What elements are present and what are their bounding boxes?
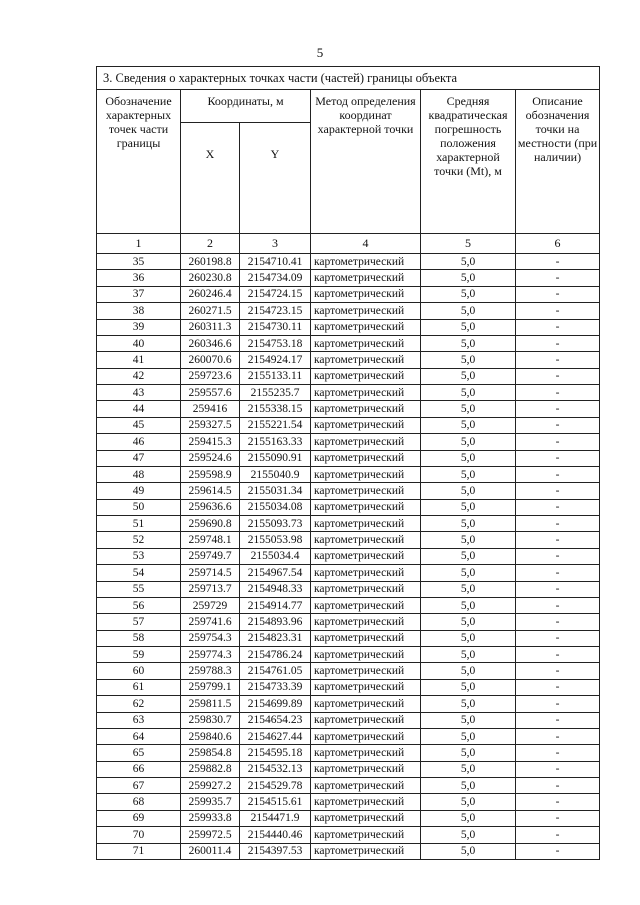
cell-description: - xyxy=(516,745,600,761)
cell-y: 2154924.17 xyxy=(240,352,311,368)
cell-error: 5,0 xyxy=(421,761,516,777)
cell-error: 5,0 xyxy=(421,303,516,319)
cell-y: 2154734.09 xyxy=(240,270,311,286)
cell-method: картометрический xyxy=(311,778,421,794)
cell-y: 2155093.73 xyxy=(240,516,311,532)
cell-description: - xyxy=(516,614,600,630)
table-row xyxy=(97,630,600,646)
table-row xyxy=(97,270,600,286)
cell-x: 259741.6 xyxy=(181,614,240,630)
table-row xyxy=(97,745,600,761)
cell-point-id: 69 xyxy=(97,810,181,826)
cell-point-id: 51 xyxy=(97,516,181,532)
cell-point-id: 38 xyxy=(97,303,181,319)
table-row xyxy=(97,516,600,532)
cell-x: 259416 xyxy=(181,401,240,417)
header-coordinates: Координаты, м xyxy=(181,90,311,123)
cell-point-id: 42 xyxy=(97,368,181,384)
cell-point-id: 58 xyxy=(97,630,181,646)
cell-x: 259714.5 xyxy=(181,565,240,581)
cell-method: картометрический xyxy=(311,565,421,581)
cell-point-id: 57 xyxy=(97,614,181,630)
cell-point-id: 46 xyxy=(97,434,181,450)
header-x: X xyxy=(181,123,240,234)
cell-y: 2154440.46 xyxy=(240,827,311,843)
cell-y: 2154893.96 xyxy=(240,614,311,630)
table-row xyxy=(97,761,600,777)
table-row xyxy=(97,827,600,843)
cell-description: - xyxy=(516,679,600,695)
cell-y: 2155163.33 xyxy=(240,434,311,450)
cell-error: 5,0 xyxy=(421,270,516,286)
cell-method: картометрический xyxy=(311,745,421,761)
cell-method: картометрический xyxy=(311,630,421,646)
cell-description: - xyxy=(516,663,600,679)
cell-method: картометрический xyxy=(311,696,421,712)
cell-point-id: 36 xyxy=(97,270,181,286)
cell-x: 259927.2 xyxy=(181,778,240,794)
cell-description: - xyxy=(516,368,600,384)
cell-error: 5,0 xyxy=(421,810,516,826)
cell-method: картометрический xyxy=(311,385,421,401)
cell-point-id: 55 xyxy=(97,581,181,597)
cell-method: картометрический xyxy=(311,728,421,744)
cell-x: 259830.7 xyxy=(181,712,240,728)
cell-x: 259749.7 xyxy=(181,548,240,564)
cell-method: картометрический xyxy=(311,319,421,335)
cell-method: картометрический xyxy=(311,401,421,417)
cell-y: 2154753.18 xyxy=(240,335,311,351)
points-table-container xyxy=(96,66,599,860)
cell-error: 5,0 xyxy=(421,728,516,744)
cell-y: 2155235.7 xyxy=(240,385,311,401)
cell-x: 259524.6 xyxy=(181,450,240,466)
cell-method: картометрический xyxy=(311,286,421,302)
cell-x: 260246.4 xyxy=(181,286,240,302)
cell-point-id: 49 xyxy=(97,483,181,499)
cell-method: картометрический xyxy=(311,794,421,810)
table-row xyxy=(97,319,600,335)
cell-point-id: 41 xyxy=(97,352,181,368)
cell-point-id: 52 xyxy=(97,532,181,548)
cell-y: 2154515.61 xyxy=(240,794,311,810)
cell-point-id: 71 xyxy=(97,843,181,859)
table-row xyxy=(97,499,600,515)
table-row xyxy=(97,597,600,613)
table-row xyxy=(97,565,600,581)
cell-x: 260311.3 xyxy=(181,319,240,335)
cell-method: картометрический xyxy=(311,483,421,499)
cell-point-id: 50 xyxy=(97,499,181,515)
cell-error: 5,0 xyxy=(421,335,516,351)
cell-y: 2154699.89 xyxy=(240,696,311,712)
cell-description: - xyxy=(516,565,600,581)
cell-error: 5,0 xyxy=(421,548,516,564)
cell-method: картометрический xyxy=(311,827,421,843)
cell-method: картометрический xyxy=(311,270,421,286)
cell-error: 5,0 xyxy=(421,597,516,613)
cell-error: 5,0 xyxy=(421,401,516,417)
cell-y: 2154529.78 xyxy=(240,778,311,794)
cell-error: 5,0 xyxy=(421,286,516,302)
table-row xyxy=(97,581,600,597)
cell-description: - xyxy=(516,434,600,450)
cell-point-id: 59 xyxy=(97,647,181,663)
cell-y: 2154786.24 xyxy=(240,647,311,663)
cell-y: 2154627.44 xyxy=(240,728,311,744)
cell-point-id: 47 xyxy=(97,450,181,466)
cell-point-id: 70 xyxy=(97,827,181,843)
cell-x: 259754.3 xyxy=(181,630,240,646)
cell-point-id: 56 xyxy=(97,597,181,613)
cell-point-id: 68 xyxy=(97,794,181,810)
cell-point-id: 61 xyxy=(97,679,181,695)
table-row xyxy=(97,254,600,270)
cell-method: картометрический xyxy=(311,663,421,679)
cell-point-id: 40 xyxy=(97,335,181,351)
cell-x: 260271.5 xyxy=(181,303,240,319)
cell-point-id: 62 xyxy=(97,696,181,712)
cell-y: 2155338.15 xyxy=(240,401,311,417)
cell-y: 2155053.98 xyxy=(240,532,311,548)
cell-y: 2154595.18 xyxy=(240,745,311,761)
header-error: Средняя квадратическая погрешность положения характерной точки (Mt), м xyxy=(421,90,516,234)
table-row xyxy=(97,794,600,810)
cell-y: 2155040.9 xyxy=(240,466,311,482)
cell-x: 259933.8 xyxy=(181,810,240,826)
cell-error: 5,0 xyxy=(421,417,516,433)
cell-y: 2154733.39 xyxy=(240,679,311,695)
cell-error: 5,0 xyxy=(421,368,516,384)
cell-method: картометрический xyxy=(311,434,421,450)
cell-method: картометрический xyxy=(311,843,421,859)
cell-description: - xyxy=(516,385,600,401)
cell-y: 2154967.54 xyxy=(240,565,311,581)
cell-error: 5,0 xyxy=(421,827,516,843)
cell-y: 2154761.05 xyxy=(240,663,311,679)
cell-point-id: 64 xyxy=(97,728,181,744)
cell-method: картометрический xyxy=(311,499,421,515)
cell-point-id: 65 xyxy=(97,745,181,761)
table-row xyxy=(97,483,600,499)
cell-method: картометрический xyxy=(311,761,421,777)
table-row xyxy=(97,679,600,695)
cell-method: картометрический xyxy=(311,647,421,663)
cell-y: 2155090.91 xyxy=(240,450,311,466)
cell-description: - xyxy=(516,630,600,646)
cell-method: картометрический xyxy=(311,581,421,597)
cell-error: 5,0 xyxy=(421,352,516,368)
cell-error: 5,0 xyxy=(421,532,516,548)
cell-method: картометрический xyxy=(311,516,421,532)
cell-error: 5,0 xyxy=(421,466,516,482)
cell-x: 259327.5 xyxy=(181,417,240,433)
cell-description: - xyxy=(516,843,600,859)
cell-point-id: 39 xyxy=(97,319,181,335)
cell-x: 259690.8 xyxy=(181,516,240,532)
cell-error: 5,0 xyxy=(421,516,516,532)
cell-error: 5,0 xyxy=(421,565,516,581)
table-row xyxy=(97,434,600,450)
column-number: 6 xyxy=(516,234,600,254)
cell-description: - xyxy=(516,810,600,826)
cell-error: 5,0 xyxy=(421,745,516,761)
column-number: 5 xyxy=(421,234,516,254)
cell-point-id: 53 xyxy=(97,548,181,564)
cell-x: 260198.8 xyxy=(181,254,240,270)
table-row xyxy=(97,647,600,663)
cell-x: 259729 xyxy=(181,597,240,613)
cell-point-id: 63 xyxy=(97,712,181,728)
cell-y: 2155034.08 xyxy=(240,499,311,515)
cell-y: 2154723.15 xyxy=(240,303,311,319)
cell-x: 259598.9 xyxy=(181,466,240,482)
table-row xyxy=(97,778,600,794)
cell-description: - xyxy=(516,254,600,270)
cell-y: 2154654.23 xyxy=(240,712,311,728)
cell-description: - xyxy=(516,450,600,466)
column-number: 4 xyxy=(311,234,421,254)
cell-description: - xyxy=(516,728,600,744)
cell-x: 259788.3 xyxy=(181,663,240,679)
table-row xyxy=(97,401,600,417)
cell-description: - xyxy=(516,827,600,843)
cell-description: - xyxy=(516,761,600,777)
cell-description: - xyxy=(516,516,600,532)
table-row xyxy=(97,450,600,466)
cell-description: - xyxy=(516,597,600,613)
cell-method: картометрический xyxy=(311,679,421,695)
cell-error: 5,0 xyxy=(421,663,516,679)
cell-x: 259799.1 xyxy=(181,679,240,695)
cell-method: картометрический xyxy=(311,810,421,826)
column-number-row xyxy=(97,234,600,254)
cell-method: картометрический xyxy=(311,712,421,728)
column-number: 3 xyxy=(240,234,311,254)
cell-x: 260230.8 xyxy=(181,270,240,286)
points-table xyxy=(96,66,600,860)
table-row xyxy=(97,385,600,401)
cell-description: - xyxy=(516,286,600,302)
cell-description: - xyxy=(516,712,600,728)
cell-error: 5,0 xyxy=(421,843,516,859)
cell-method: картометрический xyxy=(311,548,421,564)
table-row xyxy=(97,532,600,548)
cell-error: 5,0 xyxy=(421,794,516,810)
table-row xyxy=(97,548,600,564)
cell-error: 5,0 xyxy=(421,696,516,712)
cell-point-id: 54 xyxy=(97,565,181,581)
cell-error: 5,0 xyxy=(421,385,516,401)
cell-x: 259840.6 xyxy=(181,728,240,744)
cell-method: картометрический xyxy=(311,614,421,630)
table-row xyxy=(97,712,600,728)
cell-error: 5,0 xyxy=(421,778,516,794)
cell-method: картометрический xyxy=(311,597,421,613)
cell-error: 5,0 xyxy=(421,614,516,630)
column-number: 1 xyxy=(97,234,181,254)
cell-error: 5,0 xyxy=(421,647,516,663)
cell-point-id: 45 xyxy=(97,417,181,433)
cell-y: 2154823.31 xyxy=(240,630,311,646)
table-row xyxy=(97,417,600,433)
cell-description: - xyxy=(516,303,600,319)
cell-error: 5,0 xyxy=(421,581,516,597)
cell-x: 259811.5 xyxy=(181,696,240,712)
cell-error: 5,0 xyxy=(421,630,516,646)
cell-description: - xyxy=(516,548,600,564)
cell-x: 260011.4 xyxy=(181,843,240,859)
cell-method: картометрический xyxy=(311,466,421,482)
cell-error: 5,0 xyxy=(421,499,516,515)
cell-method: картометрический xyxy=(311,335,421,351)
cell-y: 2155221.54 xyxy=(240,417,311,433)
cell-x: 259882.8 xyxy=(181,761,240,777)
cell-point-id: 37 xyxy=(97,286,181,302)
cell-error: 5,0 xyxy=(421,254,516,270)
table-row xyxy=(97,614,600,630)
cell-x: 259935.7 xyxy=(181,794,240,810)
cell-error: 5,0 xyxy=(421,679,516,695)
cell-description: - xyxy=(516,647,600,663)
table-body xyxy=(97,254,600,860)
cell-point-id: 60 xyxy=(97,663,181,679)
table-row xyxy=(97,286,600,302)
table-row xyxy=(97,368,600,384)
cell-x: 259748.1 xyxy=(181,532,240,548)
table-row xyxy=(97,303,600,319)
cell-method: картометрический xyxy=(311,450,421,466)
column-number: 2 xyxy=(181,234,240,254)
cell-method: картометрический xyxy=(311,352,421,368)
cell-description: - xyxy=(516,466,600,482)
cell-description: - xyxy=(516,270,600,286)
cell-description: - xyxy=(516,352,600,368)
cell-method: картометрический xyxy=(311,532,421,548)
cell-description: - xyxy=(516,794,600,810)
cell-x: 259713.7 xyxy=(181,581,240,597)
cell-x: 260070.6 xyxy=(181,352,240,368)
cell-point-id: 48 xyxy=(97,466,181,482)
cell-description: - xyxy=(516,532,600,548)
cell-y: 2154914.77 xyxy=(240,597,311,613)
header-point-designation: Обозначение характерных точек части границы xyxy=(97,90,181,234)
cell-point-id: 44 xyxy=(97,401,181,417)
cell-y: 2154710.41 xyxy=(240,254,311,270)
header-description: Описание обозначения точки на местности (при наличии) xyxy=(516,90,600,234)
cell-description: - xyxy=(516,483,600,499)
cell-description: - xyxy=(516,778,600,794)
table-row xyxy=(97,352,600,368)
cell-method: картометрический xyxy=(311,417,421,433)
section-title: 3. Сведения о характерных точках части (частей) границы объекта xyxy=(97,67,600,90)
cell-x: 259723.6 xyxy=(181,368,240,384)
cell-description: - xyxy=(516,499,600,515)
cell-error: 5,0 xyxy=(421,450,516,466)
cell-x: 259972.5 xyxy=(181,827,240,843)
cell-error: 5,0 xyxy=(421,483,516,499)
cell-x: 259557.6 xyxy=(181,385,240,401)
cell-y: 2154724.15 xyxy=(240,286,311,302)
cell-point-id: 35 xyxy=(97,254,181,270)
cell-method: картометрический xyxy=(311,368,421,384)
page-number: 5 xyxy=(316,45,324,60)
cell-x: 259614.5 xyxy=(181,483,240,499)
cell-x: 259415.3 xyxy=(181,434,240,450)
cell-error: 5,0 xyxy=(421,712,516,728)
cell-description: - xyxy=(516,581,600,597)
cell-x: 260346.6 xyxy=(181,335,240,351)
cell-description: - xyxy=(516,319,600,335)
table-row xyxy=(97,663,600,679)
header-method: Метод определения координат характерной точки xyxy=(311,90,421,234)
table-row xyxy=(97,843,600,859)
cell-x: 259854.8 xyxy=(181,745,240,761)
table-row xyxy=(97,466,600,482)
cell-point-id: 67 xyxy=(97,778,181,794)
cell-description: - xyxy=(516,696,600,712)
cell-x: 259636.6 xyxy=(181,499,240,515)
table-row xyxy=(97,335,600,351)
cell-y: 2155031.34 xyxy=(240,483,311,499)
cell-y: 2154948.33 xyxy=(240,581,311,597)
cell-error: 5,0 xyxy=(421,319,516,335)
cell-y: 2154532.13 xyxy=(240,761,311,777)
cell-y: 2155133.11 xyxy=(240,368,311,384)
table-row xyxy=(97,696,600,712)
table-row xyxy=(97,810,600,826)
cell-y: 2154471.9 xyxy=(240,810,311,826)
cell-y: 2155034.4 xyxy=(240,548,311,564)
cell-method: картометрический xyxy=(311,254,421,270)
cell-y: 2154730.11 xyxy=(240,319,311,335)
cell-point-id: 43 xyxy=(97,385,181,401)
table-row xyxy=(97,728,600,744)
cell-x: 259774.3 xyxy=(181,647,240,663)
cell-description: - xyxy=(516,417,600,433)
cell-error: 5,0 xyxy=(421,434,516,450)
cell-description: - xyxy=(516,401,600,417)
cell-point-id: 66 xyxy=(97,761,181,777)
cell-y: 2154397.53 xyxy=(240,843,311,859)
cell-description: - xyxy=(516,335,600,351)
header-y: Y xyxy=(240,123,311,234)
cell-method: картометрический xyxy=(311,303,421,319)
